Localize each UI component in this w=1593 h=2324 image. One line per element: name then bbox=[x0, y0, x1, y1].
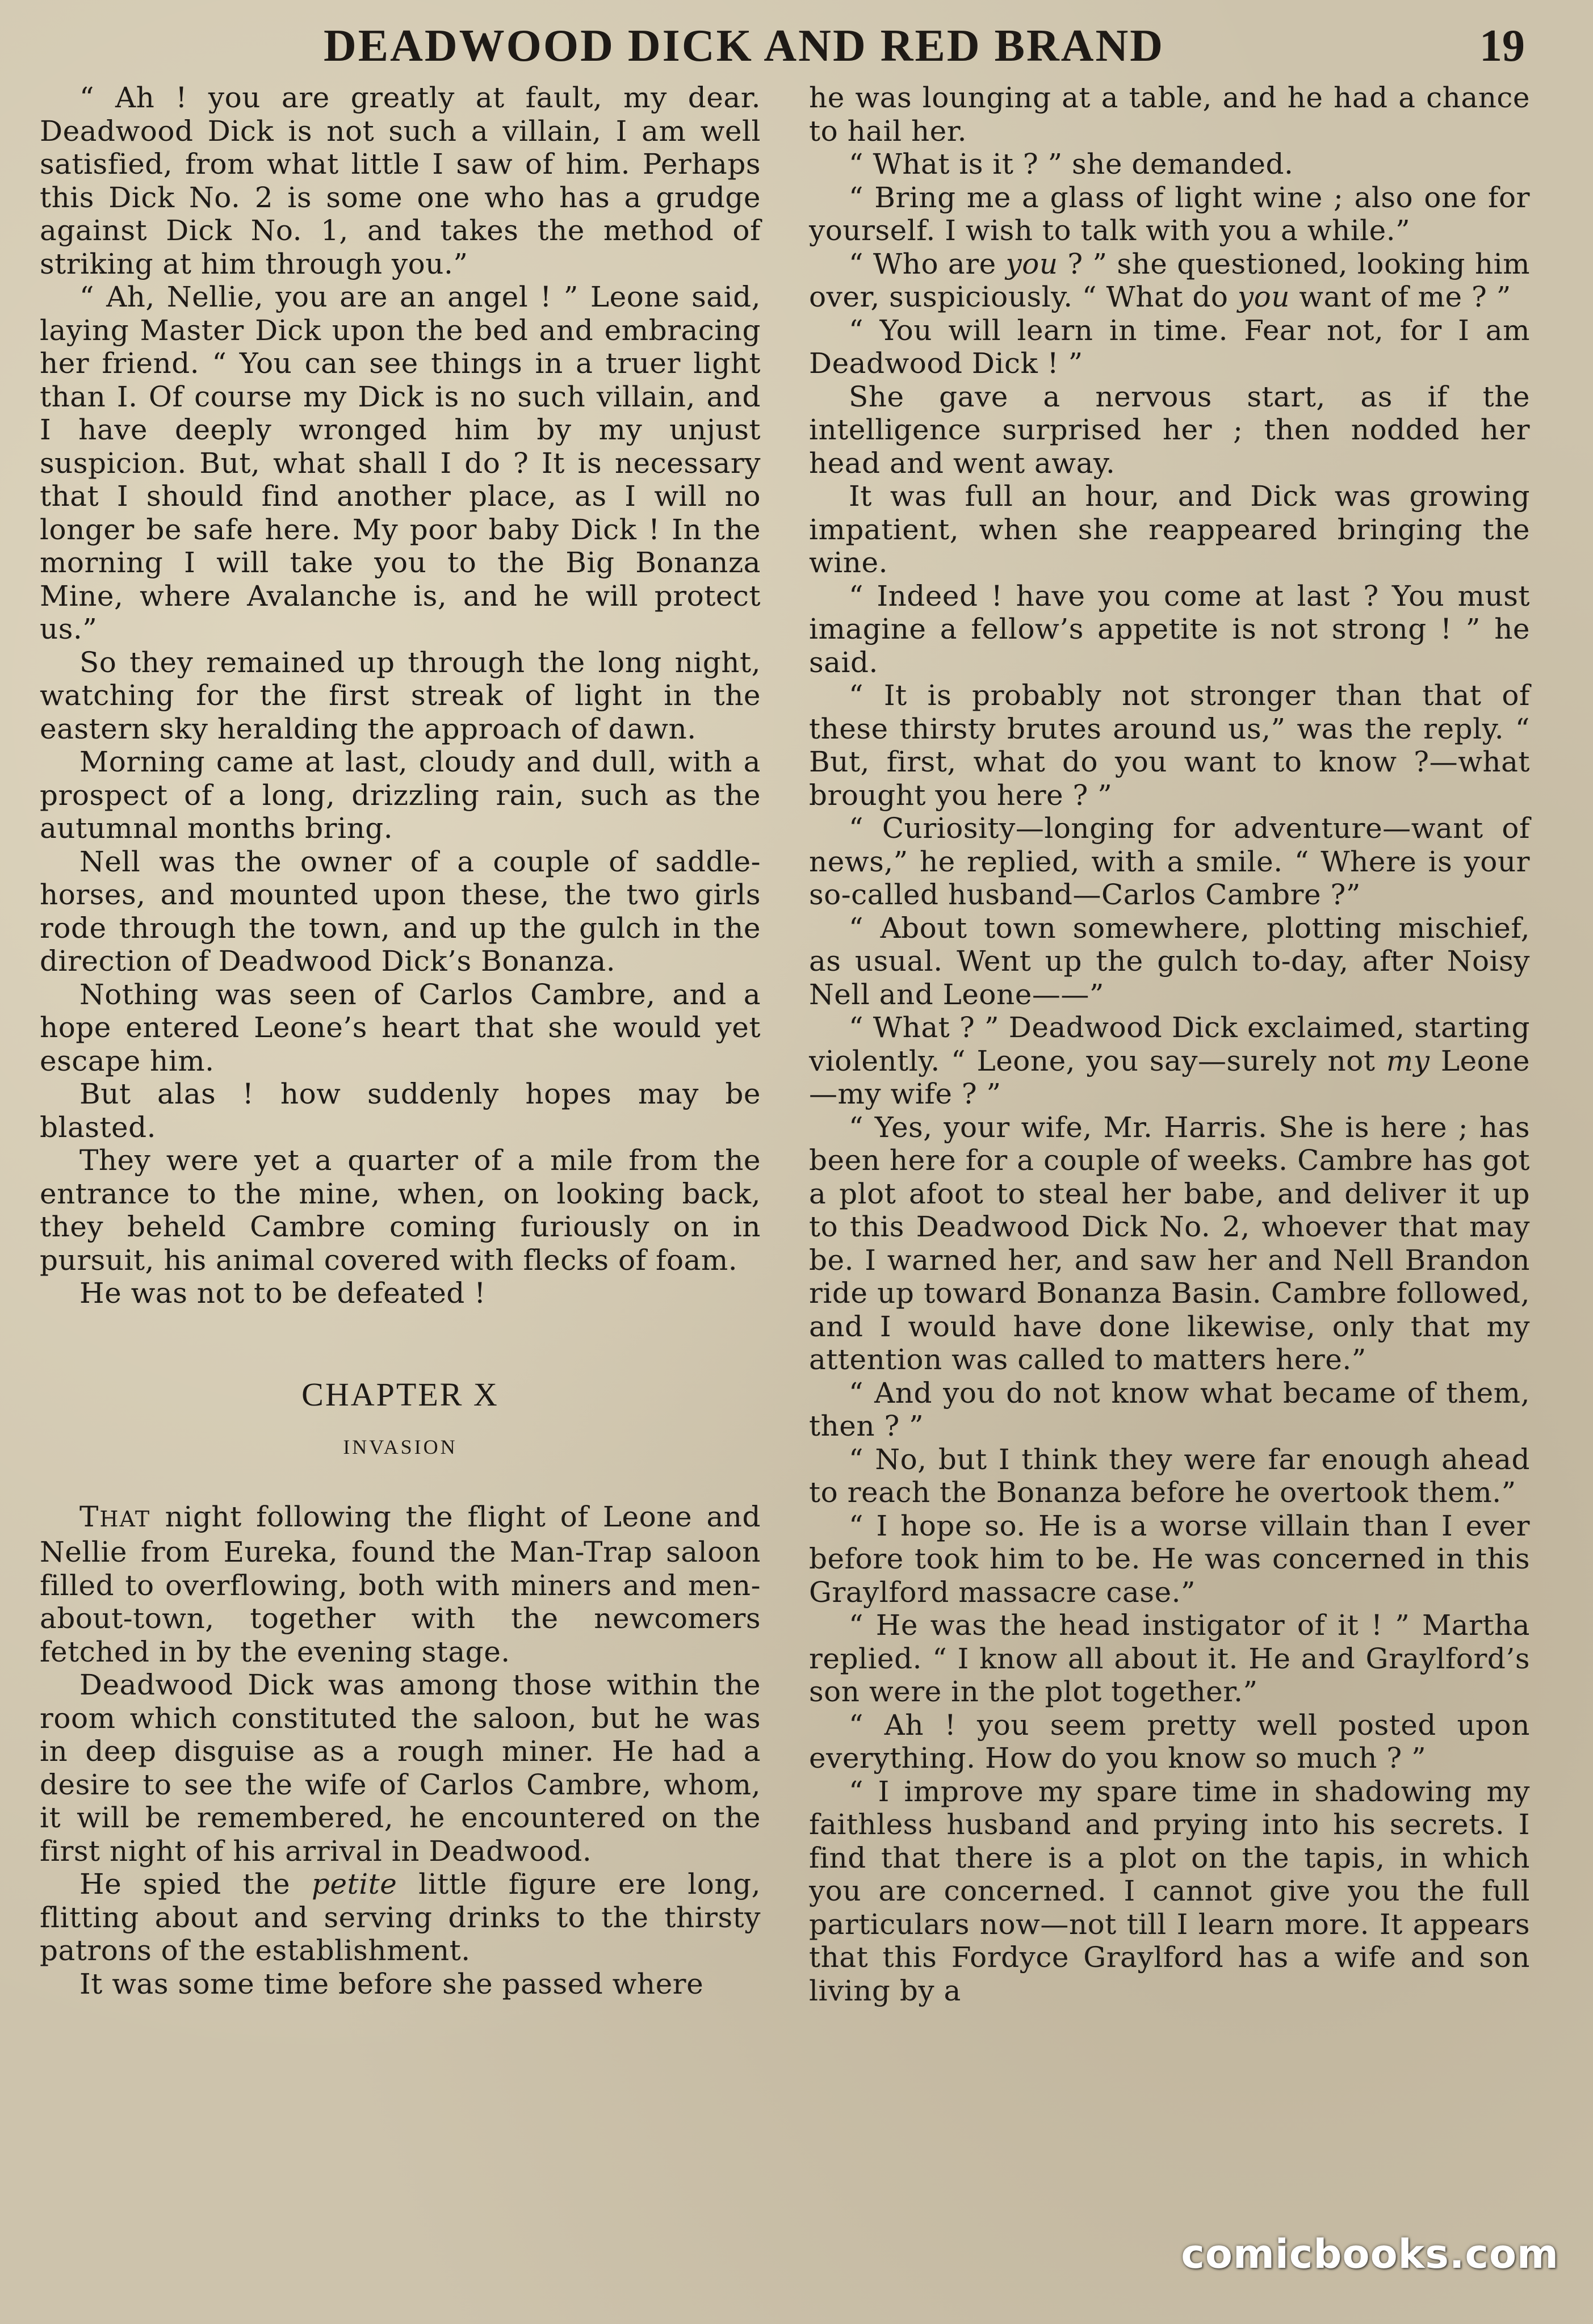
paragraph-text: little figure ere long, flitting about and serving drinks to the thirsty patrons of the establishment. bbox=[40, 1868, 761, 1967]
paragraph: “ It is probably not stronger than that of these thirsty brutes around us,” was the reply. “ But, first, what do you want to know ?—what brought you here ? ” bbox=[809, 679, 1530, 812]
page-header bbox=[0, 11, 1593, 91]
chapter-subtitle: INVASION bbox=[343, 1436, 458, 1458]
paragraph: They were yet a quarter of a mile from the entrance to the mine, when, on looking back, they beheld Cambre coming furiously on in pursuit, his animal covered with flecks of foam. bbox=[40, 1144, 761, 1277]
paragraph-text: “ What ? ” Deadwood Dick exclaimed, starting violently. “ Leone, you say—surely not bbox=[809, 1011, 1530, 1077]
paragraph-text: ? ” she questioned, looking him over, suspiciously. “ What do bbox=[809, 247, 1530, 313]
paragraph: But alas ! how suddenly hopes may be blasted. bbox=[40, 1077, 761, 1144]
paragraph-text: “ Who are bbox=[849, 247, 1006, 280]
paragraph-text: want of me ? ” bbox=[1289, 280, 1511, 313]
paragraph: “ Indeed ! have you come at last ? You must imagine a fellow’s appetite is not strong ! ” he said. bbox=[809, 579, 1530, 679]
continued-paragraph: he was lounging at a table, and he had a chance to hail her. bbox=[809, 81, 1530, 148]
watermark: comicbooks.com bbox=[1181, 2231, 1559, 2277]
paragraph: “ You will learn in time. Fear not, for I am Deadwood Dick ! ” bbox=[809, 313, 1530, 380]
paragraph: “ Curiosity—longing for adventure—want of news,” he replied, with a smile. “ Where is your so-called husband—Carlos Cambre ?” bbox=[809, 812, 1530, 911]
paragraph: “ Ah, Nellie, you are an angel ! ” Leone said, laying Master Dick upon the bed and embracing her friend. “ You can see things in a truer light than I. Of course my Dick is no such villain, and I have deeply wronged him by my unjust suspicion. But, what shall I do ? It is necessary that I should find another place, as I will no longer be safe here. My poor baby Dick ! In the morning I will take you to the Big Bonanza Mine, where Avalanche is, and he will protect us.” bbox=[40, 280, 761, 645]
paragraph bbox=[40, 1868, 761, 1968]
left-text-column bbox=[40, 81, 761, 2000]
paragraph: “ Ah ! you are greatly at fault, my dear. Deadwood Dick is not such a villain, I am well satisfied, from what little I saw of him. Perhaps this Dick No. 2 is some one who has a grudge against Dick No. 1, and takes the method of striking at him through you.” bbox=[40, 81, 761, 280]
paragraph: “ And you do not know what became of them, then ? ” bbox=[809, 1376, 1530, 1442]
paragraph: “ He was the head instigator of it ! ” Martha replied. “ I know all about it. He and Graylford’s son were in the plot together.” bbox=[809, 1609, 1530, 1708]
paragraph: “ No, but I think they were far enough ahead to reach the Bonanza before he overtook them.” bbox=[809, 1442, 1530, 1509]
paragraph bbox=[809, 1011, 1530, 1111]
paragraph bbox=[809, 247, 1530, 314]
paragraph: Nothing was seen of Carlos Cambre, and a hope entered Leone’s heart that she would yet escape him. bbox=[40, 978, 761, 1077]
paragraph-text: He spied the bbox=[79, 1868, 312, 1901]
paragraph: “ Yes, your wife, Mr. Harris. She is here ; has been here for a couple of weeks. Cambre has got a plot afoot to steal her babe, and deliver it up to this Deadwood Dick No. 2, whoever that may be. I warned her, and saw her and Nell Brandon ride up toward Bonanza Basin. Cambre followed, and I would have done likewise, only that my attention was called to matters here.” bbox=[809, 1110, 1530, 1376]
paragraph: So they remained up through the long night, watching for the first streak of light in the eastern sky heralding the approach of dawn. bbox=[40, 645, 761, 745]
paragraph: Nell was the owner of a couple of saddle-horses, and mounted upon these, the two girls rode through the town, and up the gulch in the direction of Deadwood Dick’s Bonanza. bbox=[40, 845, 761, 978]
paragraph: “ Bring me a glass of light wine ; also one for yourself. I wish to talk with you a while.” bbox=[809, 181, 1530, 247]
italic-word: you bbox=[1005, 247, 1058, 280]
paragraph: “ About town somewhere, plotting mischief, as usual. Went up the gulch to-day, after Noisy Nell and Leone——” bbox=[809, 911, 1530, 1011]
paragraph: She gave a nervous start, as if the intelligence surprised her ; then nodded her head and went away. bbox=[809, 380, 1530, 480]
paragraph: Morning came at last, cloudy and dull, with a prospect of a long, drizzling rain, such as the autumnal months bring. bbox=[40, 745, 761, 845]
chapter-title: CHAPTER X bbox=[301, 1375, 499, 1413]
italic-word: petite bbox=[311, 1868, 397, 1901]
paragraph: It was full an hour, and Dick was growing impatient, when she reappeared bringing the wine. bbox=[809, 480, 1530, 579]
paragraph: “ I hope so. He is a worse villain than I ever before took him to be. He was concerned in this Graylford massacre case.” bbox=[809, 1509, 1530, 1609]
small-caps-word: HAT bbox=[99, 1506, 151, 1532]
paragraph: He was not to be defeated ! bbox=[79, 1277, 486, 1310]
paragraph: “ Ah ! you seem pretty well posted upon everything. How do you know so much ? ” bbox=[809, 1708, 1530, 1775]
running-title: DEADWOOD DICK AND RED BRAND bbox=[324, 21, 1165, 71]
paragraph: “ I improve my spare time in shadowing my faithless husband and prying into his secrets. I find that there is a plot on the tapis, in which you are concerned. I cannot give you the full particulars now—not till I learn more. It appears that this Fordyce Graylford has a wife and son living by a bbox=[809, 1775, 1530, 2007]
paragraph: Deadwood Dick was among those within the room which constituted the saloon, but he was in deep disguise as a rough miner. He had a desire to see the wife of Carlos Cambre, whom, it will be remembered, he encountered on the first night of his arrival in Deadwood. bbox=[40, 1668, 761, 1868]
page-number: 19 bbox=[1479, 21, 1525, 71]
paragraph: “ What is it ? ” she demanded. bbox=[849, 148, 1294, 181]
italic-word: my bbox=[1386, 1044, 1430, 1077]
paragraph-text: night following the flight of Leone and Nellie from Eureka, found the Man-Trap saloon filled to overflowing, both with miners and men-about-town, together with the newcomers fetched in by the evening stage. bbox=[40, 1500, 761, 1668]
paragraph-text: Leone—my wife ? ” bbox=[809, 1044, 1531, 1110]
paragraph: It was some time before she passed where bbox=[79, 1967, 704, 2000]
drop-cap: T bbox=[79, 1500, 100, 1533]
chapter-opening-paragraph bbox=[40, 1500, 761, 1669]
right-text-column bbox=[809, 81, 1530, 2007]
italic-word: you bbox=[1237, 280, 1290, 313]
